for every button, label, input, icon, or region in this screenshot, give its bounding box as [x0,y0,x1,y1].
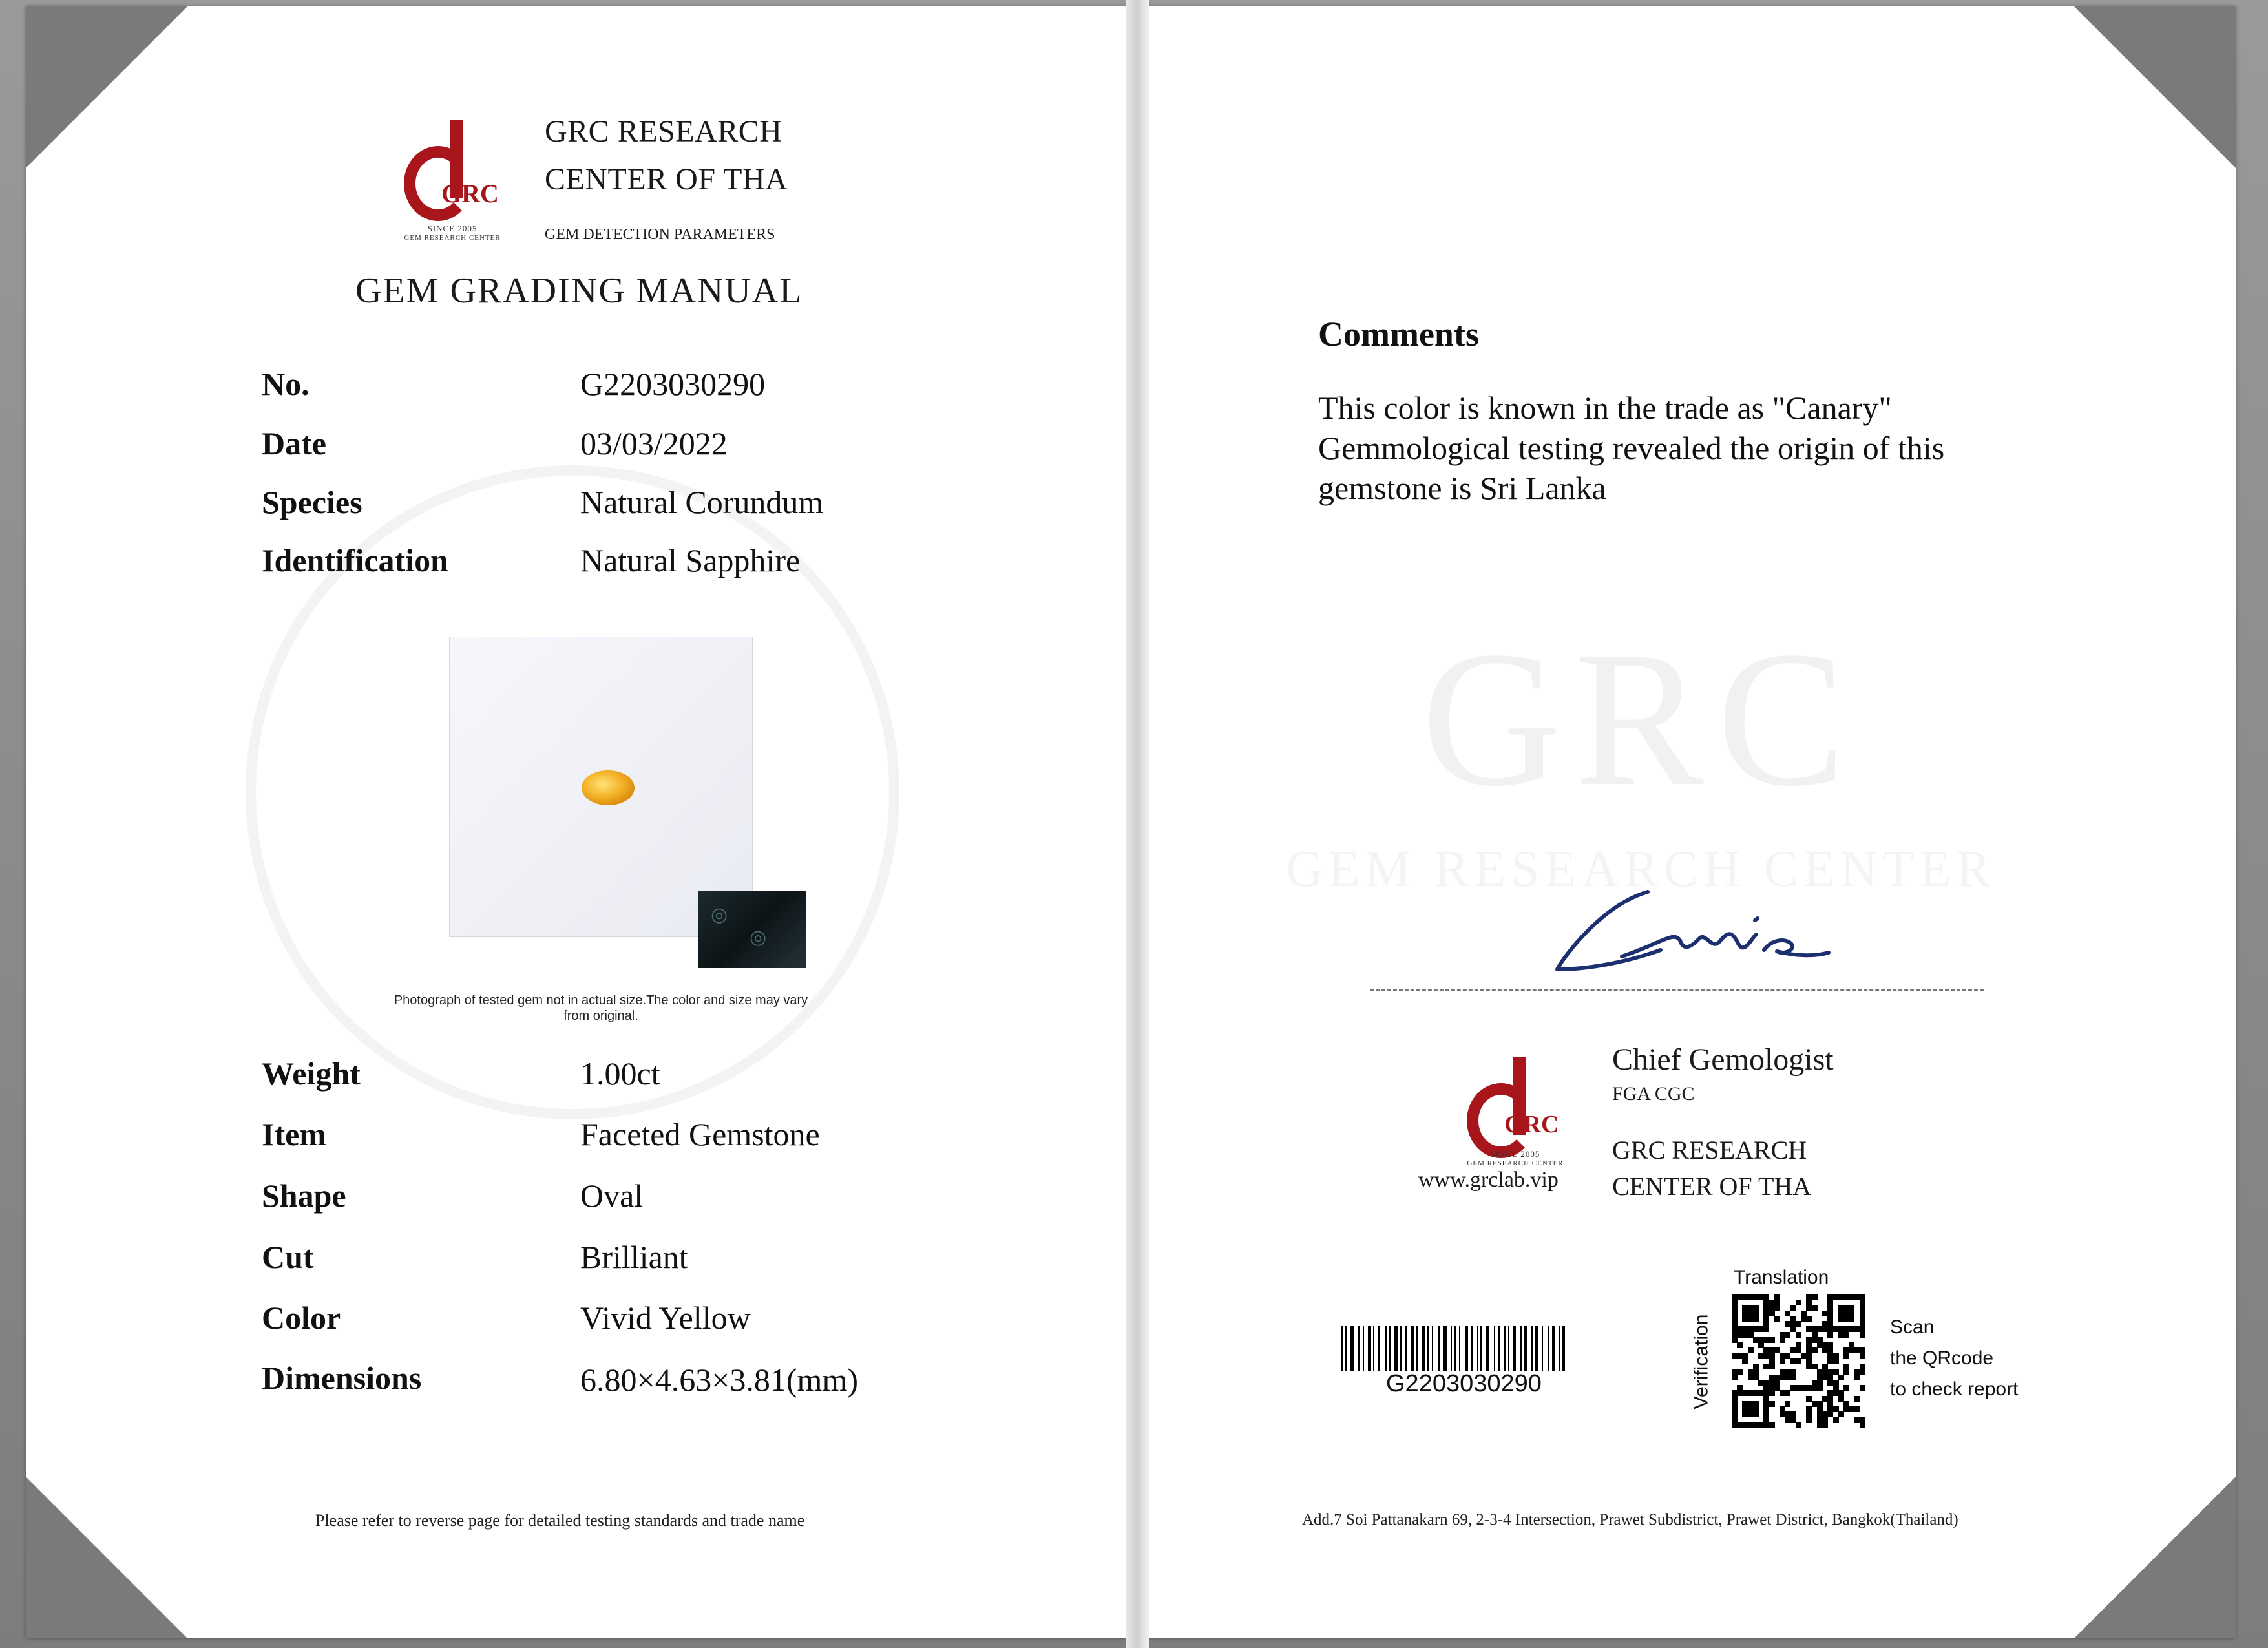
qr-module [1843,1369,1849,1375]
barcode-bar [1394,1326,1398,1371]
qr-module [1849,1316,1854,1322]
qr-module [1748,1347,1754,1353]
left-footer-note: Please refer to reverse page for detailed testing standards and trade name [315,1511,805,1530]
qr-verification-label: Verification [1690,1314,1712,1410]
qr-translation-label: Translation [1734,1267,1829,1288]
field-value-weight: 1.00ct [580,1055,660,1092]
barcode [1341,1326,1625,1371]
folder-corner-top-right [2074,6,2236,168]
barcode-bar [1378,1326,1380,1371]
qr-module [1790,1375,1796,1380]
logo-grc-text: GRC [1504,1111,1559,1138]
qr-code[interactable] [1732,1294,1865,1428]
field-label-date: Date [262,425,326,461]
signature [1551,879,1835,982]
barcode-bar [1520,1326,1522,1371]
logo-grc-text: GRC [441,179,499,208]
barcode-bar [1411,1326,1414,1371]
field-value-date: 03/03/2022 [580,425,728,461]
qr-module [1854,1406,1860,1412]
barcode-number: G2203030290 [1386,1370,1542,1397]
qr-module [1753,1411,1759,1417]
field-value-dimensions: 6.80×4.63×3.81(mm) [580,1362,858,1398]
barcode-bar [1508,1326,1509,1371]
field-label-weight: Weight [262,1055,361,1092]
barcode-bar [1368,1326,1371,1371]
barcode-bar [1548,1326,1549,1371]
barcode-bar [1531,1326,1533,1371]
qr-module [1732,1375,1738,1380]
field-label-shape: Shape [262,1178,346,1214]
barcode-bar [1486,1326,1489,1371]
qr-module [1769,1337,1775,1343]
qr-module [1817,1385,1823,1391]
qr-module [1796,1321,1801,1327]
barcode-bar [1504,1326,1506,1371]
qr-module [1769,1390,1775,1396]
barcode-bar [1350,1326,1354,1371]
org-name-right-line2: CENTER OF THA [1612,1172,1812,1201]
field-value-no: G2203030290 [580,366,766,402]
scan-instructions [1890,1312,2018,1405]
signature-stroke [1557,892,1829,969]
field-value-species: Natural Corundum [580,484,824,520]
qr-module [1860,1422,1865,1428]
document-title: GEM GRADING MANUAL [355,271,803,311]
field-label-no: No. [262,366,310,402]
barcode-bar [1438,1326,1440,1371]
qr-module [1737,1342,1743,1348]
signer-title: Chief Gemologist [1612,1042,1834,1077]
field-value-identification: Natural Sapphire [580,542,801,578]
field-label-species: Species [262,484,362,520]
org-subtitle: GEM DETECTION PARAMETERS [545,226,775,243]
qr-module [1860,1385,1865,1391]
field-label-cut: Cut [262,1239,314,1275]
qr-module [1796,1332,1801,1338]
barcode-bar [1513,1326,1516,1371]
barcode-bar [1498,1326,1500,1371]
qr-module [1742,1358,1748,1364]
gemstone-image [582,770,635,805]
barcode-bar [1465,1326,1468,1371]
qr-module [1785,1332,1790,1338]
qr-module [1854,1375,1860,1380]
barcode-bar [1405,1326,1407,1371]
hologram-sticker [698,891,806,968]
barcode-bar [1443,1326,1447,1371]
qr-module [1769,1401,1775,1407]
qr-module [1785,1401,1790,1407]
website-link[interactable]: www.grclab.vip [1418,1168,1559,1192]
qr-module [1812,1294,1818,1300]
qr-module [1785,1390,1790,1396]
qr-module [1838,1411,1844,1417]
signature-line [1370,989,1984,991]
org-name-line2: CENTER OF THA [545,162,788,196]
scan-line-3: to check report [1890,1379,2019,1400]
qr-module [1812,1347,1818,1353]
scan-line-1: Scan [1890,1316,1935,1338]
field-value-cut: Brilliant [580,1239,688,1275]
barcode-bar [1363,1326,1364,1371]
qr-module [1806,1417,1812,1423]
field-value-item: Faceted Gemstone [580,1116,820,1152]
qr-module [1763,1326,1769,1332]
folder-corner-bottom-right [2074,1477,2236,1638]
qr-module [1860,1332,1865,1338]
barcode-bar [1358,1326,1360,1371]
barcode-bar [1422,1326,1425,1371]
barcode-bar [1345,1326,1347,1371]
qr-module [1796,1422,1801,1428]
org-name-right-line1: GRC RESEARCH [1612,1136,1807,1165]
qr-module [1812,1305,1818,1311]
logo-center-text: GEM RESEARCH CENTER [404,234,501,242]
barcode-bar [1416,1326,1418,1371]
watermark-grc: GRC [1422,611,1859,826]
barcode-bar [1454,1326,1456,1371]
right-footer-address: Add.7 Soi Pattanakarn 69, 2-3-4 Intersection, Prawet Subdistrict, Prawet District, Bangkok(Thailand) [1302,1511,1958,1528]
org-name-right [1612,1132,1811,1205]
qr-module [1796,1358,1801,1364]
signer-credentials: FGA CGC [1612,1083,1695,1104]
comments-heading: Comments [1318,315,1479,354]
barcode-bar [1524,1326,1527,1371]
comments-text: This color is known in the trade as "Canary" Gemmological testing revealed the origin of this gemstone is Sri Lanka [1318,390,1945,506]
field-label-dimensions: Dimensions [262,1360,422,1396]
logo-center-text: GEM RESEARCH CENTER [1467,1159,1564,1167]
barcode-bar [1559,1326,1560,1371]
qr-module [1843,1385,1849,1391]
barcode-bar [1400,1326,1402,1371]
barcode-bar [1552,1326,1555,1371]
qr-module [1790,1305,1796,1311]
barcode-bar [1480,1326,1482,1371]
qr-module [1769,1422,1775,1428]
qr-module [1796,1300,1801,1305]
barcode-bar [1542,1326,1543,1371]
logo-since-text: SINCE 2005 [1490,1149,1540,1159]
hologram-mark: ◎ [711,904,728,925]
field-value-shape: Oval [580,1178,644,1214]
qr-module [1843,1332,1849,1338]
qr-module [1774,1305,1780,1311]
field-label-item: Item [262,1116,326,1152]
qr-module [1827,1332,1833,1338]
scan-line-2: the QRcode [1890,1347,1994,1369]
field-label-color: Color [262,1300,341,1336]
qr-module [1737,1369,1743,1375]
qr-module [1769,1364,1775,1369]
qr-module [1838,1375,1844,1380]
field-label-identification: Identification [262,542,448,578]
qr-module [1833,1358,1839,1364]
barcode-bar [1451,1326,1452,1371]
field-value-color: Vivid Yellow [580,1300,751,1336]
folder-corner-bottom-left [26,1477,187,1638]
barcode-bar [1427,1326,1429,1371]
qr-module [1843,1353,1849,1359]
barcode-bar [1459,1326,1460,1371]
qr-module [1774,1316,1780,1322]
logo-since-text: SINCE 2005 [427,224,478,233]
barcode-bar [1562,1326,1565,1371]
watermark-org: GEM RESEARCH CENTER [1286,841,1996,898]
grc-logo [397,120,507,243]
barcode-bar [1432,1326,1433,1371]
grc-logo-right [1460,1057,1570,1174]
qr-module [1854,1396,1860,1402]
qr-module [1806,1316,1812,1322]
qr-module [1780,1358,1785,1364]
qr-module [1833,1417,1839,1423]
folder-corner-top-left [26,6,187,168]
hologram-mark: ◎ [750,927,767,948]
qr-module [1780,1337,1785,1343]
barcode-bar [1471,1326,1473,1371]
barcode-bar [1341,1326,1343,1371]
org-name-line1: GRC RESEARCH [545,114,782,149]
qr-module [1822,1422,1828,1428]
folder-spine [1126,0,1149,1648]
barcode-bar [1535,1326,1538,1371]
qr-module [1753,1316,1759,1322]
barcode-bar [1477,1326,1478,1371]
photo-caption: Photograph of tested gem not in actual size.The color and size may vary from original. [394,993,808,1023]
qr-module [1860,1369,1865,1375]
barcode-bar [1385,1326,1387,1371]
barcode-bar [1494,1326,1495,1371]
barcode-bar [1373,1326,1374,1371]
qr-module [1860,1353,1865,1359]
barcode-bar [1389,1326,1391,1371]
